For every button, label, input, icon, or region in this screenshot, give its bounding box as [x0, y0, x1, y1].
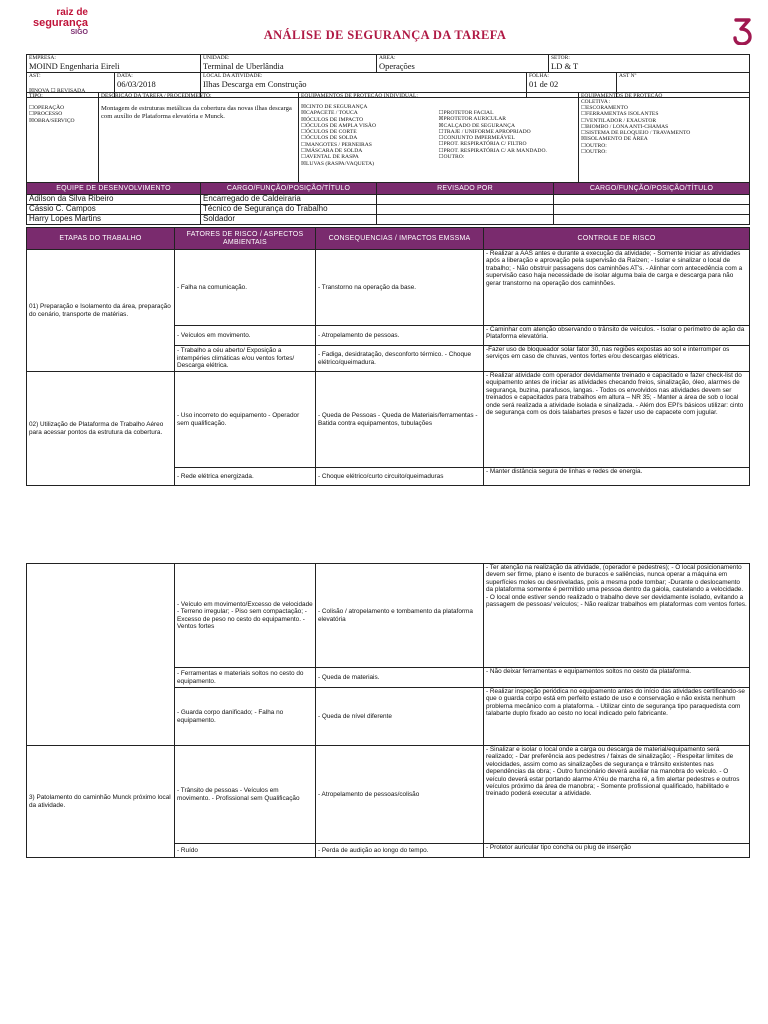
analysis-rows-page1	[27, 250, 750, 486]
setor-label: SETOR:	[551, 55, 570, 61]
col-header-controle: CONTROLE DE RISCO	[484, 228, 750, 250]
team-cell	[554, 215, 750, 225]
team-header-revisado: REVISADO POR	[377, 183, 554, 195]
epc-item-label: BIOMBO / LONA ANTI-CHAMAS	[586, 123, 669, 130]
col-header-consequencias: CONSEQUENCIAS / IMPACTOS EMSSMA	[316, 228, 484, 250]
team-cell: Adilson da Silva Ribeiro	[27, 195, 201, 205]
fator-cell: - Trabalho a céu aberto/ Exposição a intempéries climáticas e/ou ventos fortes/ Descarga elétrica.	[175, 346, 316, 372]
descricao-cell	[99, 93, 299, 183]
checkbox[interactable]: ☐	[301, 141, 307, 148]
tipo-option-label: OPERAÇÃO	[34, 105, 65, 111]
epc-item-label: ESCORAMENTO	[586, 105, 628, 111]
analysis-row	[27, 746, 750, 844]
checkbox[interactable]: ☒	[301, 116, 307, 123]
col-header-fatores: FATORES DE RISCO / ASPECTOS AMBIENTAIS	[175, 228, 316, 250]
data-value: 06/03/2018	[117, 79, 156, 89]
analysis-row	[27, 564, 750, 668]
setor-cell	[549, 55, 750, 73]
ast-number-label: AST Nº	[619, 73, 637, 79]
epi-column-1	[301, 104, 439, 167]
descricao-text: Montagem de estruturas metálicas da cobertura das novas ilhas descarga com auxílio de Plataforma elevatória e Munck.	[101, 105, 292, 120]
unidade-cell	[201, 55, 377, 73]
team-cell	[554, 205, 750, 215]
ast-revisada-label: REVISADA	[56, 88, 86, 94]
epi-item-label: MÁSCARA DE SOLDA	[306, 148, 363, 155]
epc-item-label: ISOLAMENTO DE ÁREA	[586, 136, 648, 143]
ribbon-logo-icon	[733, 17, 753, 45]
brand-line1: raiz de	[56, 7, 88, 18]
tipo-list	[29, 105, 96, 124]
empresa-cell	[27, 55, 201, 73]
checkbox[interactable]: ☐	[438, 141, 444, 148]
checkbox[interactable]: ☐	[438, 147, 444, 154]
team-header-cargo-2: CARGO/FUNÇÃO/POSIÇÃO/TÍTULO	[554, 183, 750, 195]
controle-cell: - Protetor auricular tipo concha ou plug de inserção	[484, 844, 750, 858]
consequencia-cell: - Colisão / atropelamento e tombamento da plataforma elevatória	[316, 564, 484, 668]
consequencia-cell: - Queda de nível diferente	[316, 688, 484, 746]
controle-cell: - Sinalizar e isolar o local onde a carga ou descarga de material/equipamento será realizado; - Dar preferência aos pedestres / faixas de sinalização; - Respeitar limites de velocidades, assim como as sinalizações de segurança e trânsito existentes nas dependências da obra; - Outro funcionário deverá auxiliar na manobra do veículo. - O veículo deverá estar portando alarme A'réu de marcha ré, a fim alertar pedestres e outros veículos próximo da área de manobra; - Somente profissional qualificado, habilitado e treinado poderá executar a atividade.	[484, 746, 750, 844]
fator-cell: - Falha na comunicação.	[175, 250, 316, 326]
analysis-table-page1	[26, 227, 750, 486]
checkbox[interactable]: ☐	[301, 154, 307, 161]
area-label: AREA:	[379, 55, 396, 61]
fator-cell: - Ferramentas e materiais soltos no cesto do equipamento.	[175, 668, 316, 688]
checkbox[interactable]: ☒	[581, 136, 587, 143]
epi-item-label: CONJUNTO IMPERMEÁVEL	[443, 135, 515, 142]
epi-item-label: CALÇADO DE SEGURANÇA	[443, 122, 515, 129]
header-table	[26, 54, 750, 73]
controle-cell: - Manter distância segura de linhas e redes de energia.	[484, 468, 750, 486]
team-cell: Técnico de Segurança do Trabalho	[201, 205, 377, 215]
col-header-etapas: ETAPAS DO TRABALHO	[27, 228, 175, 250]
unidade-label: UNIDADE:	[203, 55, 230, 61]
checkbox[interactable]: ☒	[301, 104, 307, 110]
fator-cell: - Veículos em movimento.	[175, 326, 316, 346]
checkbox[interactable]: ☐	[301, 129, 307, 136]
epi-column-2	[439, 104, 577, 167]
area-cell	[377, 55, 549, 73]
checkbox[interactable]: ☐	[581, 117, 587, 124]
checkbox[interactable]: ☐	[581, 111, 587, 118]
etapa-text: 3) Patolamento do caminhão Munck próximo local da atividade.	[29, 794, 171, 809]
tipo-option-label: OBRA/SERVIÇO	[34, 117, 75, 124]
empresa-label: EMPRESA:	[29, 55, 56, 61]
etapa-cell	[27, 372, 175, 486]
team-row	[27, 215, 750, 225]
epi-item-label: ÓCULOS DE CORTE	[306, 129, 357, 136]
epi-cell	[299, 93, 579, 183]
analysis-table-page2	[26, 563, 750, 858]
ast-nova-label: NOVA	[34, 88, 50, 94]
etapa-text: 02) Utilização de Plataforma de Trabalho Aéreo para acessar pontos da estrutura da cobertura.	[29, 421, 164, 436]
epi-item-label: TRAJE / UNIFORME APROPRIADO	[443, 128, 531, 135]
team-header-cargo: CARGO/FUNÇÃO/POSIÇÃO/TÍTULO	[201, 183, 377, 195]
controle-cell: -Fazer uso de bloqueador solar fator 30, nas regiões expostas ao sol e interromper os serviços em caso de chuvas, ventos fortes e/ou descargas elétricas.	[484, 346, 750, 372]
checkbox[interactable]: ☐	[29, 105, 35, 111]
epi-item-label: PROT. RESPIRATÓRIA C/ AR MANDADO.	[443, 147, 547, 154]
team-header-equipe: EQUIPE DE DESENVOLVIMENTO	[27, 183, 201, 195]
checkbox[interactable]: ☒	[438, 116, 444, 123]
tipo-option-label: PROCESSO	[34, 111, 63, 118]
controle-cell: - Caminhar com atenção observando o trânsito de veículos. - Isolar o perímetro de ação da Plataforma elevatória.	[484, 326, 750, 346]
team-cell	[554, 195, 750, 205]
team-cell	[377, 215, 554, 225]
task-info-table	[26, 92, 750, 183]
checkbox[interactable]: ☐	[301, 122, 307, 129]
team-cell	[377, 205, 554, 215]
epi-item-label: LUVAS (RASPA/VAQUETA)	[306, 160, 374, 167]
fator-cell: - Rede elétrica energizada.	[175, 468, 316, 486]
checkbox[interactable]: ☐	[29, 111, 35, 118]
analysis-row	[27, 250, 750, 326]
epi-label: EQUIPAMENTOS DE PROTEÇÃO INDIVIDUAL:	[301, 93, 418, 99]
team-cell: Cássio C. Campos	[27, 205, 201, 215]
epi-item	[301, 161, 439, 167]
epc-list	[581, 105, 747, 155]
checkbox[interactable]: ☐	[581, 149, 587, 156]
ast-label: AST:	[29, 73, 41, 79]
checkbox[interactable]: ☐	[301, 148, 307, 155]
empresa-value: MOIND Engenharia Eireli	[29, 61, 120, 71]
local-label: LOCAL DA ATIVIDADE:	[203, 73, 263, 79]
epi-item	[439, 154, 577, 160]
epi-item-label: CAPACETE / TOUCA	[306, 110, 358, 117]
etapa-cell	[27, 250, 175, 372]
consequencia-cell: - Perda de audição ao longo do tempo.	[316, 844, 484, 858]
analysis-row	[27, 372, 750, 468]
tipo-option	[29, 118, 96, 124]
etapa-cell	[27, 746, 175, 858]
page-title: ANÁLISE DE SEGURANÇA DA TAREFA	[263, 28, 507, 42]
team-row	[27, 195, 750, 205]
consequencia-cell: - Queda de Pessoas - Queda de Materiais/ferramentas - Batida contra equipamentos, tubulações	[316, 372, 484, 468]
epi-item-label: PROTETOR FACIAL	[443, 110, 494, 116]
epc-item-label: VENTILADOR / EXAUSTOR	[586, 117, 657, 124]
team-cell	[377, 195, 554, 205]
folha-label: FOLHA:	[529, 73, 549, 79]
tipo-label: TIPO:	[29, 93, 43, 99]
epi-item-label: PROTETOR AURICULAR	[443, 116, 507, 123]
controle-cell: - Realizar atividade com operador devidamente treinado e capacitado e fazer check-list do equipamento antes de iniciar as atividades checando freios, sinalização, óleo, alarmes de segurança, buzina, parafusos, langas. - Todos os envolvidos nas atividades devem ser treinados e capacitados para trabalhos em altura – NR 35; - Manter a área de sob o local onde será realizada a atividade isolada e sinalizada. - Além dos EPI's básicos utilizar: cinto de segurança com os dois talabartes presos e fazer uso de capacete com jugular.	[484, 372, 750, 468]
consequencia-cell: - Queda de materiais.	[316, 668, 484, 688]
consequencia-cell: - Fadiga, desidratação, desconforto térmico. - Choque elétrico/queimadura.	[316, 346, 484, 372]
etapa-cell	[27, 564, 175, 746]
checkbox[interactable]: ☐	[438, 135, 444, 142]
epc-cell	[579, 93, 750, 183]
checkbox[interactable]: ☒	[29, 117, 35, 124]
brand-line3: SIGO	[70, 29, 88, 36]
checkbox[interactable]: ☐	[581, 142, 587, 149]
fator-cell: - Veículo em movimento/Excesso de velocidade - Terreno irregular; - Piso sem compactação; - Excesso de peso no cesto do equipamento. - Ventos fortes	[175, 564, 316, 668]
brand-logo	[28, 8, 88, 52]
team-table	[26, 182, 750, 225]
checkbox[interactable]: ☐	[438, 128, 444, 135]
epi-item-label: AVENTAL DE RASPA	[306, 154, 359, 161]
checkbox[interactable]: ☒	[301, 110, 307, 117]
checkbox[interactable]: ☐	[438, 154, 444, 161]
fator-cell: - Trânsito de pessoas - Veículos em movimento. - Profissional sem Qualificação	[175, 746, 316, 844]
epi-item-label: ÓCULOS DE AMPLA VISÃO	[306, 122, 376, 129]
area-value: Operações	[379, 61, 415, 71]
unidade-value: Terminal de Uberlândia	[203, 61, 284, 71]
folha-value: 01 de 02	[529, 79, 559, 89]
data-label: DATA:	[117, 73, 133, 79]
local-value: Ilhas Descarga em Construção	[203, 79, 307, 89]
epc-item-label: SISTEMA DE BLOQUEIO / TRAVAMENTO	[586, 130, 691, 137]
fator-cell: - Guarda corpo danificado; - Falha no equipamento.	[175, 688, 316, 746]
checkbox[interactable]: ☒	[438, 122, 444, 129]
consequencia-cell: - Transtorno na operação da base.	[316, 250, 484, 326]
checkbox[interactable]: ☐	[581, 130, 587, 137]
checkbox[interactable]: ☒	[301, 160, 307, 167]
checkbox[interactable]: ☐	[438, 110, 444, 116]
consequencia-cell: - Atropelamento de pessoas.	[316, 326, 484, 346]
controle-cell: - Realizar a AAS antes e durante a execução da atividade; - Somente iniciar as atividades após a liberação e aprovação pela supervisão da Raízen; - Isolar e sinalizar o local de trabalho; - Não obstruir passagens dos caminhões AT's. - Alinhar com antecedência com a supervisão caso haja necessidade de isolar alguma baia de carga e descarga para não gerar transtorno na operação dos caminhões.	[484, 250, 750, 326]
epc-item-label: FERRAMENTAS ISOLANTES	[586, 111, 659, 118]
checkbox[interactable]: ☐	[301, 135, 307, 142]
team-cell: Soldador	[201, 215, 377, 225]
checkbox[interactable]: ☐	[581, 105, 587, 111]
checkbox[interactable]: ☐	[581, 123, 587, 130]
team-cell: Encarregado de Caldeiraria	[201, 195, 377, 205]
consequencia-cell: - Atropelamento de pessoas/colisão	[316, 746, 484, 844]
team-cell: Harry Lopes Martins	[27, 215, 201, 225]
consequencia-cell: - Choque elétrico/curto circuito/queimaduras	[316, 468, 484, 486]
brand-line2: segurança	[32, 17, 88, 29]
epi-item-label: ÓCULOS DE SOLDA	[306, 135, 358, 142]
epc-label: EQUIPAMENTOS DE PROTEÇÃO COLETIVA :	[581, 93, 663, 105]
controle-cell: - Não deixar ferramentas e equipamentos soltos no cesto da plataforma.	[484, 668, 750, 688]
controle-cell: - Realizar inspeção periódica no equipamento antes do início das atividades certificando-se que o guarda corpo está em perfeito estado de uso e conservação e não exista nenhum problema mecânico com a plataforma. - Utilizar cinto de segurança tipo paraquedista com talabarte duplo fixado ao cesto no local indicado pelo fabricante.	[484, 688, 750, 746]
fator-cell: - Uso incorreto do equipamento - Operador sem qualificação.	[175, 372, 316, 468]
fator-cell: - Ruído	[175, 844, 316, 858]
epi-item-label: OUTRO:	[443, 154, 465, 161]
epi-item-label: PROT. RESPIRATÓRIA C/ FILTRO	[443, 141, 527, 148]
epi-item-label: MANGOTES / PERNEIRAS	[306, 141, 372, 148]
epc-item-label: OUTRO:	[586, 142, 607, 149]
controle-cell: - Ter atenção na realização da atividade, (operador e pedestres); - O local posicionamento devem ser firme, plano e isento de buracos e saliências, nunca operar a máquina em superfícies moles ou desniveladas, pois a mesma pode tombar; -Durante o deslocamento da plataforma somente é permitido uma pessoa dentro da gaiola, cautelando a velocidade. - O local onde estiver sendo realizado o trabalho deve ser devidamente isolado, evitando a passagem de pessoas/ veículos; - Não realizar trabalhos em plataformas com ventos fortes.	[484, 564, 750, 668]
epi-item-label: ÓCULOS DE IMPACTO	[306, 116, 364, 123]
team-row	[27, 205, 750, 215]
etapa-text: 01) Preparação e Isolamento da área, preparação do cenário, transporte de matérias.	[29, 303, 171, 318]
ast-revisada-checkbox[interactable]: ☐	[50, 88, 56, 94]
epi-item-label: CINTO DE SEGURANÇA	[306, 104, 368, 110]
epc-item-label: OUTRO:	[586, 149, 607, 156]
analysis-rows-page2	[27, 564, 750, 858]
setor-value: LD & T	[551, 61, 579, 71]
epc-item	[581, 149, 747, 155]
ast-nova-checkbox[interactable]: ☒	[29, 88, 35, 94]
descricao-label: DESCRIÇÃO DA TAREFA / PROCEDIMENTO:	[101, 93, 212, 99]
team-rows	[27, 195, 750, 225]
tipo-cell	[27, 93, 99, 183]
